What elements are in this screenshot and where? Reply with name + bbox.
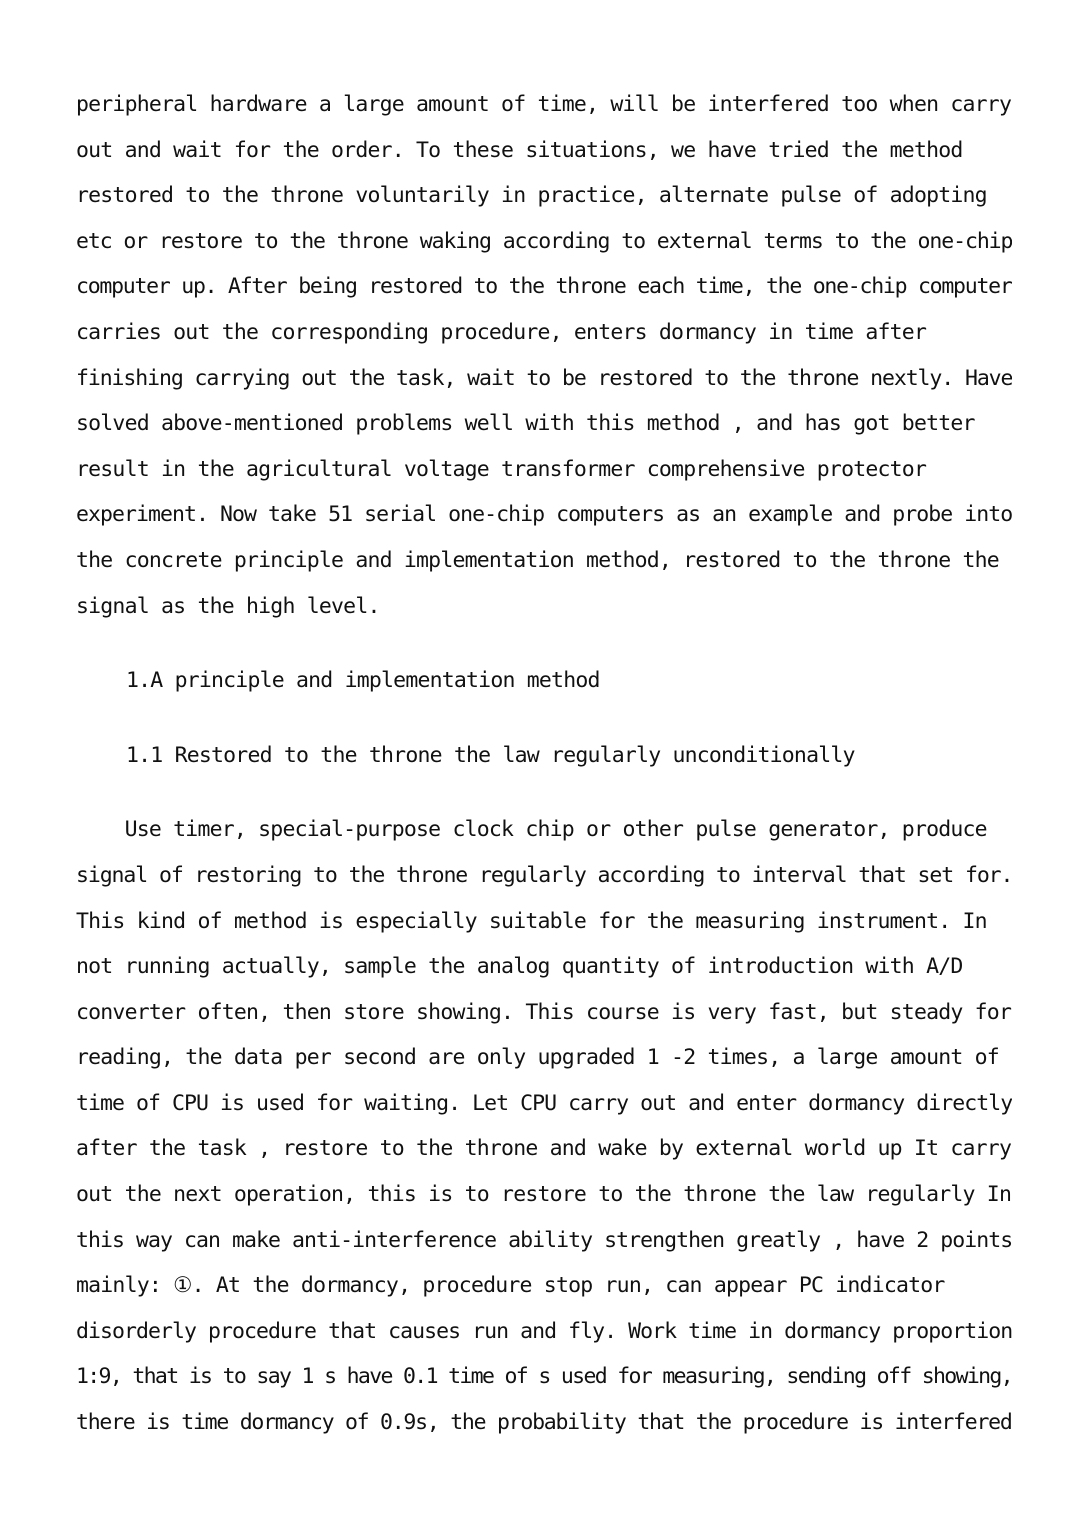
text-line: experiment. Now take 51 serial one-chip computers as an example and probe into (76, 502, 1012, 528)
text-line: computer up. After being restored to the throne each time, the one-chip computer (76, 274, 1012, 300)
text-line: there is time dormancy of 0.9s, the probability that the procedure is interfered (76, 1410, 1012, 1436)
text-line: mainly: ①. At the dormancy, procedure stop run, can appear PC indicator (76, 1273, 945, 1299)
text-line: signal as the high level. (76, 593, 380, 619)
text-line: This kind of method is especially suitable for the measuring instrument. In (76, 908, 987, 934)
text-line: solved above-mentioned problems well with this method , and has got better (76, 411, 975, 437)
text-line: carries out the corresponding procedure, enters dormancy in time after (76, 319, 927, 345)
text-line: out the next operation, this is to restore to the throne the law regularly In (76, 1182, 1012, 1208)
text-line: this way can make anti-interference ability strengthen greatly , have 2 points (76, 1227, 1012, 1253)
text-line: Use timer, special-purpose clock chip or other pulse generator, produce (76, 817, 987, 843)
text-line: etc or restore to the throne waking according to external terms to the one-chip (76, 228, 1012, 254)
text-line: 1:9, that is to say 1 s have 0.1 time of s used for measuring, sending off showing, (76, 1364, 1012, 1390)
text-line: not running actually, sample the analog quantity of introduction with A/D (76, 954, 963, 980)
text-line: the concrete principle and implementation method, restored to the throne the (76, 547, 999, 573)
subsection-heading: 1.1 Restored to the throne the law regularly unconditionally (126, 742, 855, 768)
text-line: result in the agricultural voltage transformer comprehensive protector (76, 456, 927, 482)
text-line: restored to the throne voluntarily in practice, alternate pulse of adopting (76, 183, 987, 209)
text-line: finishing carrying out the task, wait to be restored to the throne nextly. Have (76, 365, 1012, 391)
body-paragraph-1 (76, 82, 1012, 629)
section-heading: 1.A principle and implementation method (126, 668, 600, 694)
document-page (76, 82, 1012, 1446)
text-line: after the task , restore to the throne and wake by external world up It carry (76, 1136, 1012, 1162)
text-line: time of CPU is used for waiting. Let CPU carry out and enter dormancy directly (76, 1090, 1012, 1116)
body-paragraph-2 (76, 807, 1012, 1445)
text-line: reading, the data per second are only upgraded 1 -2 times, a large amount of (76, 1045, 999, 1071)
text-line: out and wait for the order. To these situations, we have tried the method (76, 137, 963, 163)
text-line: disorderly procedure that causes run and fly. Work time in dormancy proportion (76, 1318, 1012, 1344)
text-line: signal of restoring to the throne regularly according to interval that set for. (76, 862, 1012, 888)
text-line: peripheral hardware a large amount of time, will be interfered too when carry (76, 92, 1012, 117)
text-line: converter often, then store showing. This course is very fast, but steady for (76, 999, 1012, 1025)
